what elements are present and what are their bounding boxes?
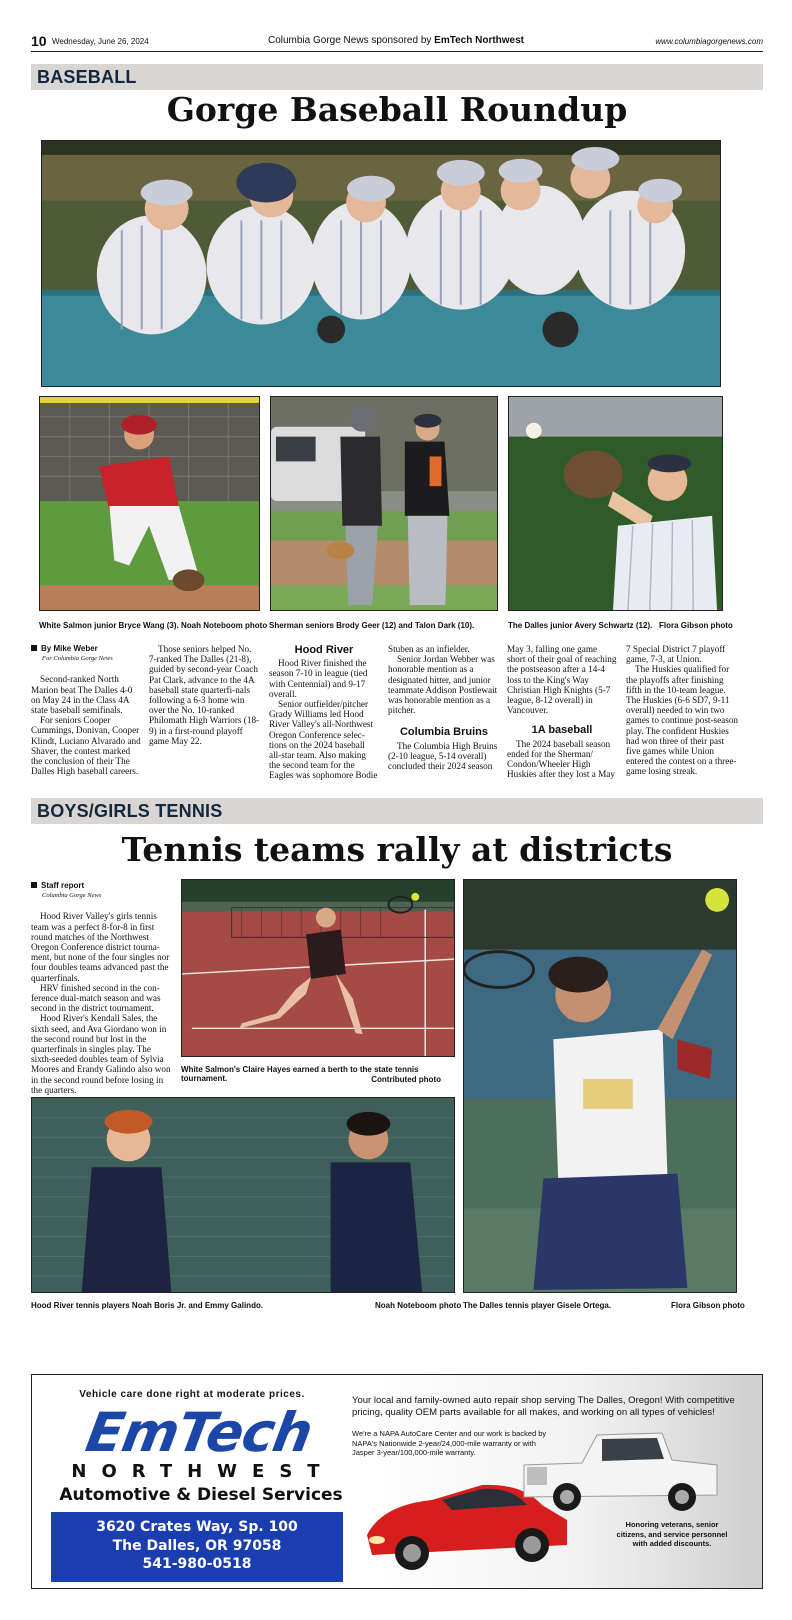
- section-label: BOYS/GIRLS TENNIS: [37, 801, 223, 821]
- baseball-col-6: [626, 644, 738, 777]
- byline-affiliation: For Columbia Gorge News: [42, 655, 113, 663]
- section-bar-baseball: [31, 64, 763, 90]
- credit-flora-gibson: Flora Gibson photo: [671, 1301, 745, 1310]
- paragraph: Senior outfielder/pitcher Grady Williams led Hood River Valley's all-Northwest Oregon Conference selec-tions on the 2024 baseball all-star team. Also making the second team for the Eagles was sophomore Bodie: [269, 699, 378, 781]
- paragraph: The Columbia High Bruins (2-10 league, 5-14 overall) concluded their 2024 season: [388, 740, 498, 772]
- credit-contributed: Contributed photo: [371, 1075, 441, 1084]
- tennis-article: [31, 881, 173, 1095]
- baseball-col-4: [388, 644, 500, 771]
- baseball-col-3: [269, 641, 379, 781]
- ad-services: Automotive & Diesel Services: [59, 1485, 343, 1505]
- paragraph: The 2024 baseball season ended for the Sherman/ Condon/Wheeler High Huskies after they lost a May: [507, 738, 615, 780]
- paragraph: May 3, falling one game short of their goal of reaching the postseason after a 14-4 loss to the King's Way Christian High Knights (5-7 league, 8-12 overall) in Vancouver.: [507, 644, 617, 716]
- baseball-col-5: [507, 644, 617, 779]
- baseball-col-2: [149, 644, 261, 746]
- subhead-1a-baseball: 1A baseball: [531, 724, 593, 737]
- byline-square-icon: [31, 645, 37, 651]
- credit-flora-gibson: Flora Gibson photo: [659, 621, 733, 630]
- issue-date: Wednesday, June 26, 2024: [52, 37, 149, 46]
- emtech-logo-sub: NORTHWEST: [71, 1461, 335, 1482]
- ad-address-line1: 3620 Crates Way, Sp. 100: [96, 1519, 298, 1535]
- ad-copy: Your local and family-owned auto repair shop serving The Dalles, Oregon! With competitive pricing, quality OEM parts available for all makes, and working on all types of vehicles!: [352, 1395, 735, 1418]
- byline-affiliation: Columbia Gorge News: [42, 892, 102, 900]
- paragraph: For seniors Cooper Cummings, Donivan, Cooper Klindt, Luciano Alvarado and Shaver, the contest marked the conclusion of their The Dalles High baseball careers.: [31, 715, 141, 777]
- ad-phone[interactable]: 541-980-0518: [142, 1556, 252, 1572]
- claire-hayes-photo: [181, 879, 455, 1057]
- caption-gisele-ortega: The Dalles tennis player Gisele Ortega.: [463, 1301, 612, 1310]
- site-url[interactable]: www.columbiagorgenews.com: [655, 37, 763, 46]
- paragraph: HRV finished second in the con-ference dual-match season and was second in the district tournament.: [31, 982, 161, 1014]
- section-label: BASEBALL: [37, 67, 137, 87]
- caption-geer-dark: Sherman seniors Brody Geer (12) and Talon Dark (10).: [269, 621, 475, 630]
- page-number: 10: [31, 33, 47, 49]
- paragraph: Hood River Valley's girls tennis team was a perfect 8-for-8 in first round matches of the Northwest Oregon Conference district tourna-ment, but none of the four singles nor four doubles teams advanced past the quarterfinals.: [31, 911, 170, 983]
- paragraph: Hood River finished the season 7-10 in league (tied with Centennial) and 9-17 overall.: [269, 658, 368, 699]
- ad-address-line2: The Dalles, OR 97058: [112, 1537, 282, 1554]
- ad-tagline: Vehicle care done right at moderate prices.: [79, 1389, 305, 1400]
- byline: By Mike Weber: [31, 644, 141, 654]
- brody-geer-talon-dark-photo: [270, 396, 498, 611]
- boris-galindo-photo: [31, 1097, 455, 1293]
- bryce-wang-photo: [39, 396, 260, 611]
- paragraph: 7 Special District 7 playoff game, 7-3, at Union.: [626, 644, 726, 665]
- paragraph: Second-ranked North Marion beat The Dalles 4-0 on May 24 in the Class 4A state baseball semifinals.: [31, 674, 133, 716]
- emtech-logo: EmTech: [81, 1401, 317, 1464]
- section-bar-tennis: [31, 798, 763, 824]
- dugout-team-photo: [41, 140, 721, 387]
- paragraph: The Huskies qualified for the playoffs after finishing fifth in the 10-team league. The Huskies (6-6 SD7, 9-11 overall) needed to win two games to continue post-season play. The confident Huskies had won three of their past five games while Union entered the contest on a three-game losing streak.: [626, 664, 739, 777]
- masthead-sponsor: EmTech Northwest: [434, 35, 525, 46]
- byline-square-icon: [31, 882, 37, 888]
- masthead-line: [200, 35, 592, 46]
- header-rule: [31, 51, 763, 52]
- paragraph: Senior Jordan Webber was honorable mention as a designated hitter, and junior teammate Addison Postlewait was honorable mention as a pitcher.: [388, 654, 498, 716]
- ad-veterans-note: Honoring veterans, senior citizens, and service personnel with added discounts.: [616, 1520, 728, 1548]
- caption-avery-schwartz: The Dalles junior Avery Schwartz (12).: [508, 621, 653, 630]
- caption-bryce-wang: White Salmon junior Bryce Wang (3).: [39, 621, 179, 630]
- caption-boris-galindo: Hood River tennis players Noah Boris Jr. and Emmy Galindo.: [31, 1301, 264, 1310]
- paragraph: Hood River's Kendall Sales, the sixth seed, and Ava Giordano won in the second round but lost in the quarterfinals in singles play. The sixth-seeded doubles team of Sylvia Moores and Erandy Galindo also won in the second round before losing in the quarters.: [31, 1013, 171, 1095]
- baseball-headline: Gorge Baseball Roundup: [166, 90, 628, 129]
- caption-claire-hayes: White Salmon's Claire Hayes earned a berth to the state tennis tournament.: [181, 1065, 419, 1083]
- white-truck-image: [522, 1425, 722, 1515]
- avery-schwartz-photo: [508, 396, 723, 611]
- baseball-col-1: [31, 644, 141, 776]
- subhead-columbia-bruins: Columbia Bruins: [399, 726, 488, 739]
- emtech-advertisement[interactable]: [31, 1374, 763, 1589]
- ad-warranty: We're a NAPA AutoCare Center and our work is backed by NAPA's Nationwide 2-year/24,000-mile warranty or with Jasper 3-year/100,000-mile warranty.: [352, 1429, 547, 1457]
- gisele-ortega-photo: [463, 879, 737, 1293]
- paragraph: Stuben as an infielder.: [388, 644, 470, 654]
- masthead-prefix: Columbia Gorge News sponsored by: [267, 35, 435, 46]
- tennis-headline: Tennis teams rally at districts: [121, 830, 673, 869]
- credit-noah-noteboom: Noah Noteboom photo: [181, 621, 268, 630]
- paragraph: Those seniors helped No. 7-ranked The Dalles (21-8), guided by second-year Coach Pat Clark, advance to the 4A baseball state quarterfi-nals following a 6-3 home win over the No. 10-ranked Philomath High Warriors (18-9) in a first-round playoff game May 22.: [149, 644, 260, 746]
- byline: Staff report: [31, 881, 173, 891]
- ad-address-box: [51, 1512, 343, 1582]
- subhead-hood-river: Hood River: [294, 644, 354, 656]
- credit-noah-noteboom: Noah Noteboom photo: [375, 1301, 462, 1310]
